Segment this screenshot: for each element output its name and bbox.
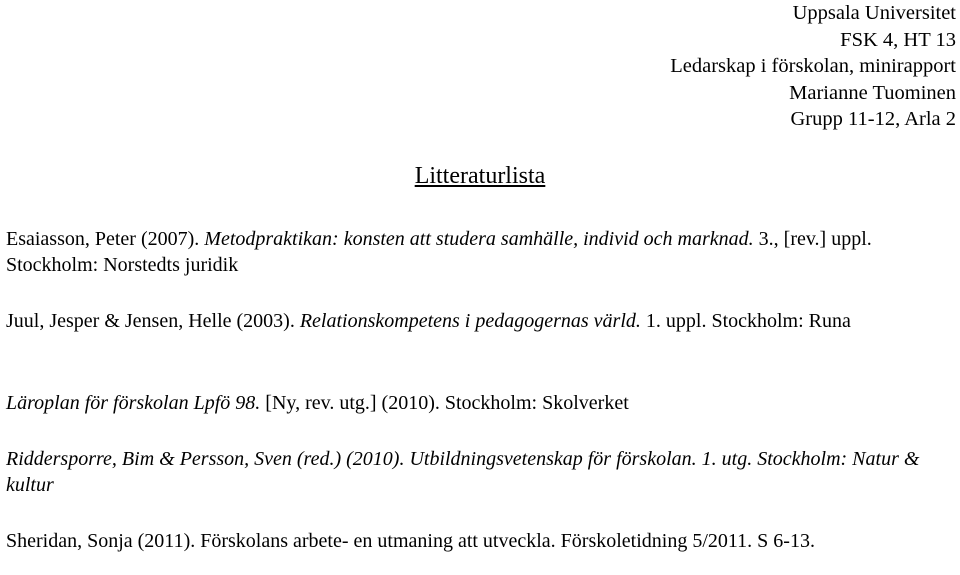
reference-entry-5 bbox=[6, 528, 956, 554]
reference-text: Esaiasson, Peter (2007). bbox=[6, 228, 205, 250]
reference-title: Riddersporre, Bim & Persson, Sven (red.) (2010). Utbildningsvetenskap för förskolan. 1. utg. Stockholm: Natur & kultur bbox=[6, 448, 920, 496]
page-title: Litteraturlista bbox=[414, 163, 546, 189]
document-header bbox=[670, 0, 956, 133]
reference-entry-2 bbox=[6, 308, 956, 334]
header-group: Grupp 11-12, Arla 2 bbox=[790, 108, 956, 130]
reference-title: Metodpraktikan: konsten att studera samhälle, individ och marknad. bbox=[204, 228, 754, 250]
reference-entry-3 bbox=[6, 390, 956, 416]
reference-entry-1 bbox=[6, 226, 956, 278]
header-course: FSK 4, HT 13 bbox=[840, 28, 956, 51]
reference-publication: [Ny, rev. utg.] (2010). Stockholm: Skolverket bbox=[260, 392, 629, 414]
reference-entry-4 bbox=[6, 446, 956, 498]
reference-publication: 3., [rev.] uppl. Stockholm: Norstedts juridik bbox=[6, 228, 872, 276]
header-author: Marianne Tuominen bbox=[789, 81, 956, 104]
reference-title: Relationskompetens i pedagogernas värld. bbox=[299, 310, 641, 332]
reference-publication: 1. uppl. Stockholm: Runa bbox=[640, 310, 851, 332]
header-university: Uppsala Universitet bbox=[792, 2, 956, 24]
header-assignment: Ledarskap i förskolan, minirapport bbox=[670, 55, 956, 77]
reference-text: Sheridan, Sonja (2011). Förskolans arbete- en utmaning att utveckla. Förskoletidning 5/2011. S 6-13. bbox=[6, 530, 815, 552]
reference-title: Läroplan för förskolan Lpfö 98. bbox=[6, 392, 261, 414]
reference-text: Juul, Jesper & Jensen, Helle (2003). bbox=[6, 310, 300, 332]
